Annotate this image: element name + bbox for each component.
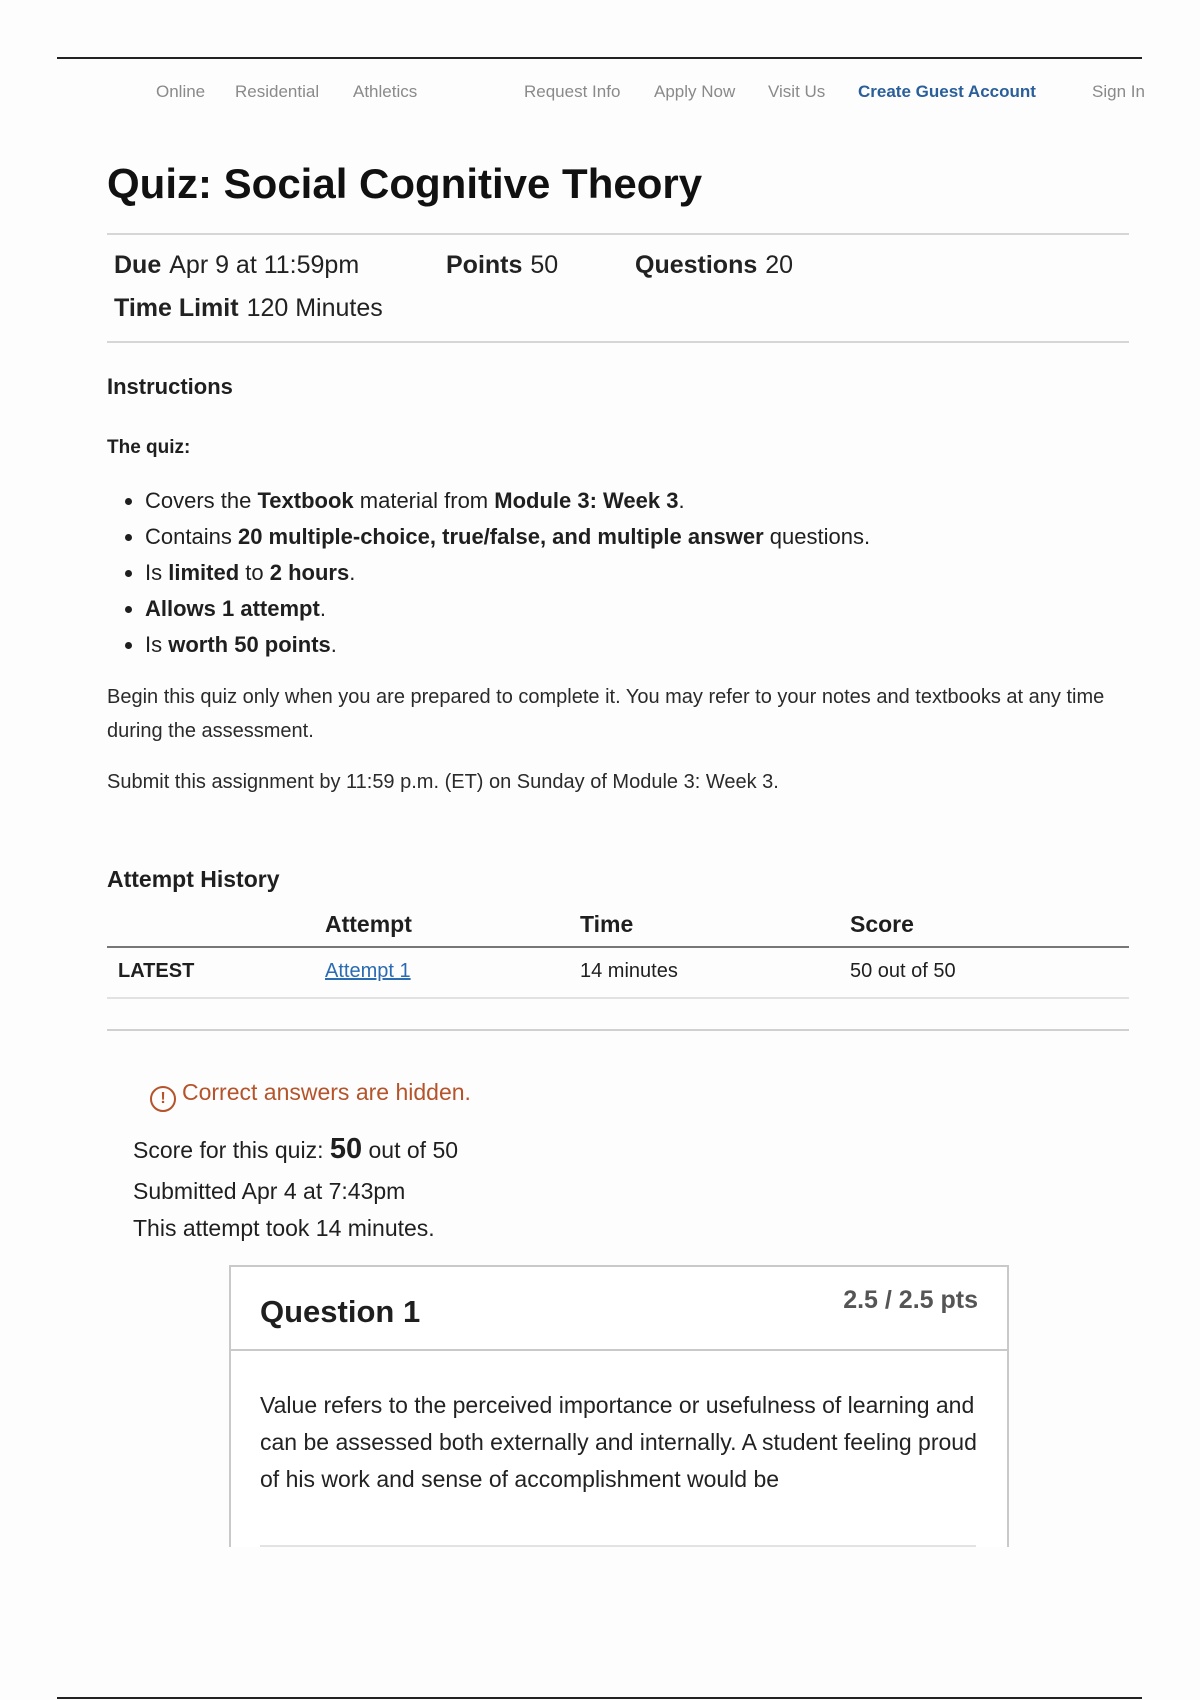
question-text: Value refers to the perceived importance or usefulness of learning and can be assessed both externally and internally. A student feeling proud of his work and sense of accomplishment would be (260, 1392, 977, 1492)
nav-visit-us[interactable]: Visit Us (768, 82, 826, 101)
submission-note: Submit this assignment by 11:59 p.m. (ET) on Sunday of Module 3: Week 3. (107, 771, 779, 793)
text: Contains (145, 524, 238, 549)
nav-request-info[interactable]: Request Info (524, 82, 621, 101)
column-header-time: Time (580, 911, 634, 937)
text: material from (353, 488, 495, 513)
text: Covers the (145, 488, 258, 513)
instructions-list (107, 484, 870, 664)
nav-online[interactable]: Online (156, 82, 206, 101)
bold-text: 20 multiple-choice, true/false, and multiple answer (237, 524, 764, 549)
bold-text: 2 hours (269, 560, 350, 585)
list-item (145, 556, 870, 592)
question-title: Question 1 (260, 1294, 421, 1329)
warning-icon: ! (150, 1086, 176, 1112)
bold-text: worth 50 points (168, 632, 331, 657)
points (446, 251, 558, 280)
list-item (145, 592, 870, 628)
nav-sign-in[interactable]: Sign In (1092, 82, 1145, 101)
column-header-attempt: Attempt (325, 911, 412, 937)
questions-label: Questions (635, 251, 758, 279)
list-item (145, 484, 870, 520)
due-label: Due (114, 251, 162, 279)
quiz-score (133, 1133, 458, 1166)
text: to (239, 560, 270, 585)
meta-divider (107, 341, 1129, 343)
nav-create-guest-account[interactable]: Create Guest Account (858, 82, 1036, 101)
question-divider (260, 1545, 976, 1547)
bottom-divider (57, 1697, 1142, 1699)
attempt-cell (325, 960, 411, 983)
top-divider (57, 57, 1142, 59)
page-title: Quiz: Social Cognitive Theory (107, 160, 703, 207)
time-limit-label: Time Limit (114, 294, 239, 322)
questions-count (635, 251, 793, 280)
list-item (145, 520, 870, 556)
quiz-subheading: The quiz: (107, 437, 191, 458)
section-divider (107, 1029, 1129, 1031)
attempt-duration: This attempt took 14 minutes. (133, 1215, 435, 1241)
text: . (349, 560, 356, 585)
question-header (231, 1267, 1007, 1351)
questions-value: 20 (765, 251, 794, 279)
time-cell: 14 minutes (580, 960, 678, 982)
bold-text: Textbook (257, 488, 354, 513)
bold-text: Allows 1 attempt (145, 596, 320, 621)
list-item (145, 628, 870, 664)
points-label: Points (446, 251, 523, 279)
nav-athletics[interactable]: Athletics (353, 82, 418, 101)
due-date (114, 251, 359, 280)
question-points: 2.5 / 2.5 pts (843, 1286, 978, 1314)
nav-apply-now[interactable]: Apply Now (654, 82, 736, 101)
points-value: 50 (530, 251, 559, 279)
nav-residential[interactable]: Residential (235, 82, 320, 101)
latest-label: LATEST (118, 960, 195, 982)
column-header-score: Score (850, 911, 914, 937)
table-header-divider (107, 946, 1129, 948)
correct-answers-hidden-notice (150, 1079, 471, 1112)
table-row-divider (107, 997, 1129, 999)
time-limit (114, 294, 383, 323)
text: . (330, 632, 337, 657)
text: . (678, 488, 685, 513)
instructions-heading: Instructions (107, 374, 233, 399)
attempt-1-link[interactable]: Attempt 1 (325, 960, 411, 982)
question-card (229, 1265, 1009, 1547)
score-suffix: out of 50 (362, 1137, 459, 1163)
bold-text: limited (168, 560, 240, 585)
due-value: Apr 9 at 11:59pm (169, 251, 360, 279)
bold-text: Module 3: Week 3 (494, 488, 679, 513)
title-divider (107, 233, 1129, 235)
text: Is (145, 560, 169, 585)
text: Is (145, 632, 169, 657)
attempt-history-heading: Attempt History (107, 866, 280, 892)
score-cell: 50 out of 50 (850, 960, 956, 982)
text: questions. (763, 524, 871, 549)
score-prefix: Score for this quiz: (133, 1137, 330, 1163)
submitted-date: Submitted Apr 4 at 7:43pm (133, 1178, 406, 1204)
text: . (319, 596, 326, 621)
notice-text: Correct answers are hidden. (182, 1079, 471, 1105)
score-value: 50 (329, 1133, 363, 1165)
time-limit-value: 120 Minutes (246, 294, 383, 322)
instructions-paragraph: Begin this quiz only when you are prepared to complete it. You may refer to your notes and textbooks at any time during the assessment. (107, 686, 1105, 742)
